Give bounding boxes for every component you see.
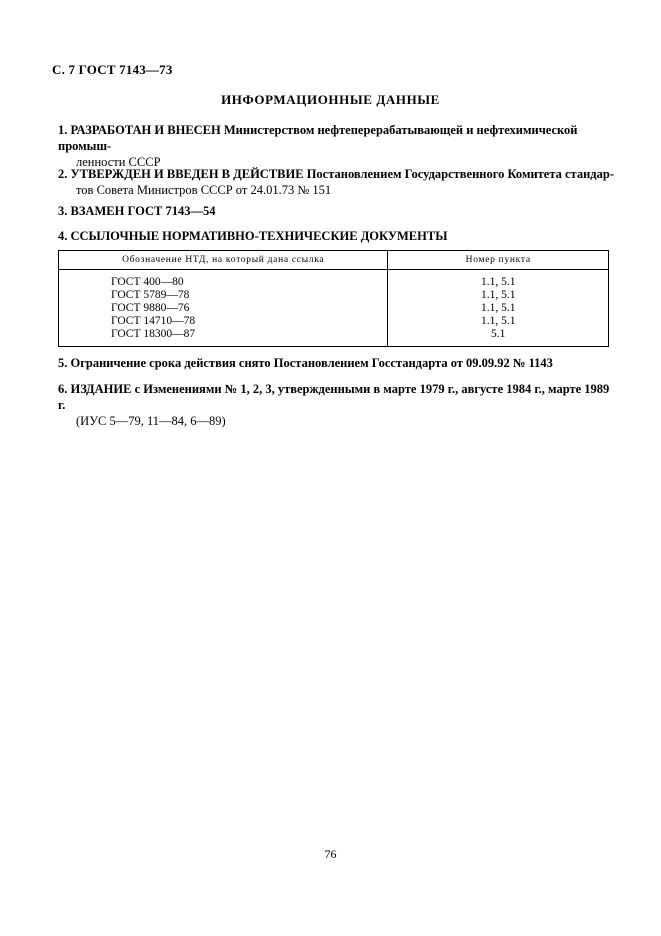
cell-clause: 1.1, 5.1	[388, 301, 609, 314]
table-row	[59, 314, 609, 327]
info-item-1-number: 1.	[58, 123, 68, 137]
info-item-2-text: Постановлением Государственного Комитета стандар-	[303, 167, 614, 181]
info-item-1-line2: ленности СССР	[76, 155, 161, 169]
cell-clause: 1.1, 5.1	[388, 288, 609, 301]
reference-documents-table	[58, 250, 609, 347]
info-item-4-number: 4.	[58, 229, 68, 243]
info-item-5-number: 5.	[58, 356, 68, 370]
info-item-3-caption: ВЗАМЕН ГОСТ 7143—54	[70, 204, 216, 218]
info-item-2-line2: тов Совета Министров СССР от 24.01.73 № 151	[76, 183, 332, 197]
cell-document: ГОСТ 400—80	[59, 270, 388, 289]
info-item-1-caption: РАЗРАБОТАН И ВНЕСЕН	[70, 123, 221, 137]
table-row	[59, 270, 609, 289]
table-row	[59, 327, 609, 347]
page-header	[52, 62, 173, 78]
info-item-1-text: Министерством нефтеперерабатывающей и нефтехимической промыш-	[58, 123, 578, 153]
info-item-3-number: 3.	[58, 204, 68, 218]
table-header-row	[59, 251, 609, 270]
folio-number: 76	[324, 847, 337, 861]
info-item-6	[58, 381, 618, 429]
cell-document: ГОСТ 5789—78	[59, 288, 388, 301]
cell-clause: 1.1, 5.1	[388, 270, 609, 289]
info-item-2-caption: УТВЕРЖДЕН И ВВЕДЕН В ДЕЙСТВИЕ	[70, 167, 304, 181]
page-number-label: С. 7	[52, 62, 76, 77]
table-row	[59, 288, 609, 301]
info-item-2-number: 2.	[58, 167, 68, 181]
info-item-6-caption: ИЗДАНИЕ	[70, 382, 132, 396]
info-item-6-text: с Изменениями № 1, 2, 3, утвержденными в марте 1979 г., августе 1984 г., марте 1989 г.	[58, 382, 610, 412]
cell-clause: 1.1, 5.1	[388, 314, 609, 327]
page-title: ИНФОРМАЦИОННЫЕ ДАННЫЕ	[221, 92, 440, 107]
info-item-4-caption: ССЫЛОЧНЫЕ НОРМАТИВНО-ТЕХНИЧЕСКИЕ ДОКУМЕНТЫ	[70, 229, 448, 243]
cell-document: ГОСТ 9880—76	[59, 301, 388, 314]
cell-clause: 5.1	[388, 327, 609, 347]
cell-document: ГОСТ 18300—87	[59, 327, 388, 347]
info-item-5-caption: Ограничение срока действия снято Постановлением Госстандарта от 09.09.92 № 1143	[70, 356, 553, 370]
info-item-4	[58, 228, 618, 244]
info-item-6-line2: (ИУС 5—79, 11—84, 6—89)	[76, 414, 226, 428]
info-item-1	[58, 122, 618, 170]
cell-document: ГОСТ 14710—78	[59, 314, 388, 327]
info-item-3	[58, 203, 618, 219]
column-header-document: Обозначение НТД, на который дана ссылка	[59, 251, 388, 270]
column-header-clause: Номер пункта	[388, 251, 609, 270]
standard-designation: ГОСТ 7143—73	[78, 62, 173, 77]
info-item-5	[58, 355, 618, 371]
info-item-2	[58, 166, 618, 198]
table-row	[59, 301, 609, 314]
info-item-6-number: 6.	[58, 382, 68, 396]
